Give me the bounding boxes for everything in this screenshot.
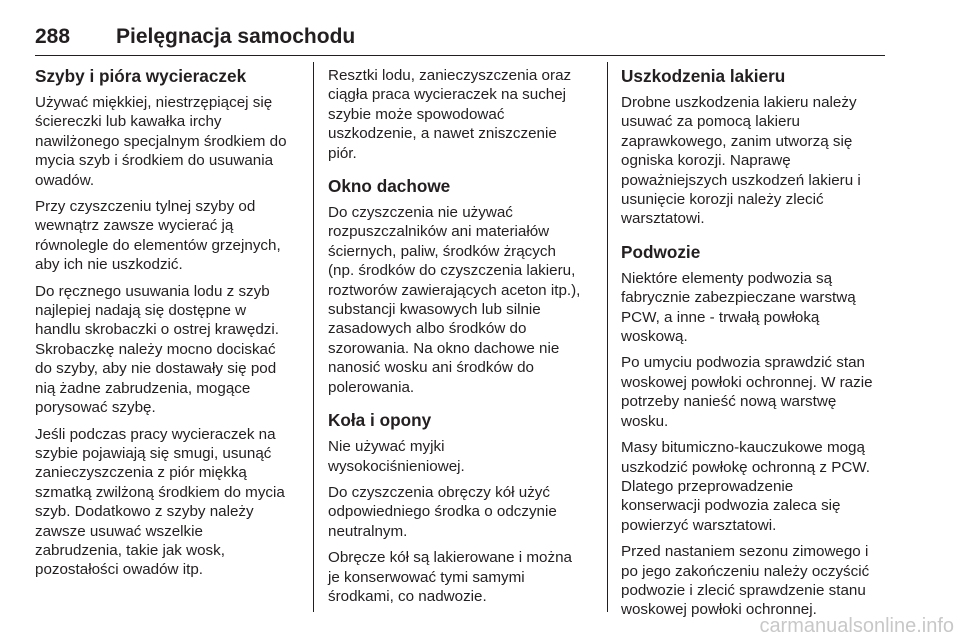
paragraph: Masy bitumiczno-kauczukowe mogą uszkodzić powłokę ochronną z PCW. Dlatego przeprowadzenie konserwacji podwozia zaleca się powierzyć warsztatowi.: [621, 439, 871, 534]
page-number: 288: [35, 25, 71, 48]
paragraph: Do ręcznego usuwania lodu z szyb najlepiej nadają się dostępne w handlu skrobaczki o ostrej krawędzi. Skrobaczkę należy mocno dociskać do szyby, aby nie dostawały się pod nią żadne zabrudzenia, mogące porysować szybę.: [35, 282, 279, 417]
column-1: [35, 66, 303, 587]
paragraph: Po umyciu podwozia sprawdzić stan woskowej powłoki ochronnej. W razie potrzeby nanieść nową warstwę wosku.: [621, 354, 873, 430]
column-divider-1: [313, 62, 314, 612]
paragraph: Przed nastaniem sezonu zimowego i po jego zakończeniu należy oczyścić podwozie i zlecić sprawdzenie stanu woskowej powłoki ochronnej.: [621, 543, 870, 619]
column-3: [621, 66, 889, 627]
paragraph: Drobne uszkodzenia lakieru należy usuwać za pomocą lakieru zaprawkowego, zanim utworzą się ogniska korozji. Naprawę poważniejszych uszkodzeń lakieru i usunięcie korozji należy zlecić warsztatowi.: [621, 94, 861, 228]
paragraph: Obręcze kół są lakierowane i można je konserwować tymi samymi środkami, co nadwozie.: [328, 549, 572, 605]
section-heading-sunroof: Okno dachowe: [328, 176, 451, 197]
column-2: [328, 66, 596, 613]
section-heading-wheels: Koła i opony: [328, 410, 432, 431]
section-heading-paint-damage: Uszkodzenia lakieru: [621, 66, 786, 86]
paragraph: Jeśli podczas pracy wycieraczek na szybie pojawiają się smugi, usunąć zanieczyszczenia z piór miękką szmatką zwilżoną środkiem do mycia szyb. Dodatkowo z szyby należy zawsze usuwać wszelkie zabrudzenia, takie jak wosk, pozostałości owadów itp.: [35, 425, 285, 579]
page-title: Pielęgnacja samochodu: [116, 25, 356, 48]
header-rule: [35, 55, 885, 56]
paragraph: Resztki lodu, zanieczyszczenia oraz ciągła praca wycieraczek na suchej szybie może spowodować uszkodzenie, a nawet zniszczenie piór.: [328, 67, 572, 162]
watermark: carmanualsonline.info: [759, 615, 954, 637]
paragraph: Nie używać myjki wysokociśnieniowej.: [328, 438, 465, 475]
column-divider-2: [607, 62, 608, 612]
paragraph: Do czyszczenia nie używać rozpuszczalników ani materiałów ściernych, paliw, środków żrących (np. środków do czyszczenia lakieru, roztworów zawierających aceton itp.), substancji kwasowych lub silnie zasadowych albo środków do szorowania. Na okno dachowe nie nanosić wosku ani środków do polerowania.: [328, 204, 581, 396]
section-heading-underbody: Podwozie: [621, 241, 701, 262]
paragraph: Niektóre elementy podwozia są fabrycznie zabezpieczane warstwą PCW, a inne - trwałą powłoką woskową.: [621, 269, 856, 346]
section-heading-wipers: Szyby i pióra wycieraczek: [35, 66, 247, 86]
paragraph: Przy czyszczeniu tylnej szyby od wewnątrz zawsze wycierać ją równolegle do elementów grzejnych, aby ich nie uszkodzić.: [35, 198, 281, 274]
paragraph: Używać miękkiej, niestrzępiącej się ściereczki lub kawałka irchy nawilżonego specjalnym środkiem do mycia szyb i środkiem do usuwania owadów.: [35, 94, 287, 189]
paragraph: Do czyszczenia obręczy kół użyć odpowiedniego środka o odczynie neutralnym.: [328, 483, 557, 540]
page-header: [35, 22, 885, 56]
